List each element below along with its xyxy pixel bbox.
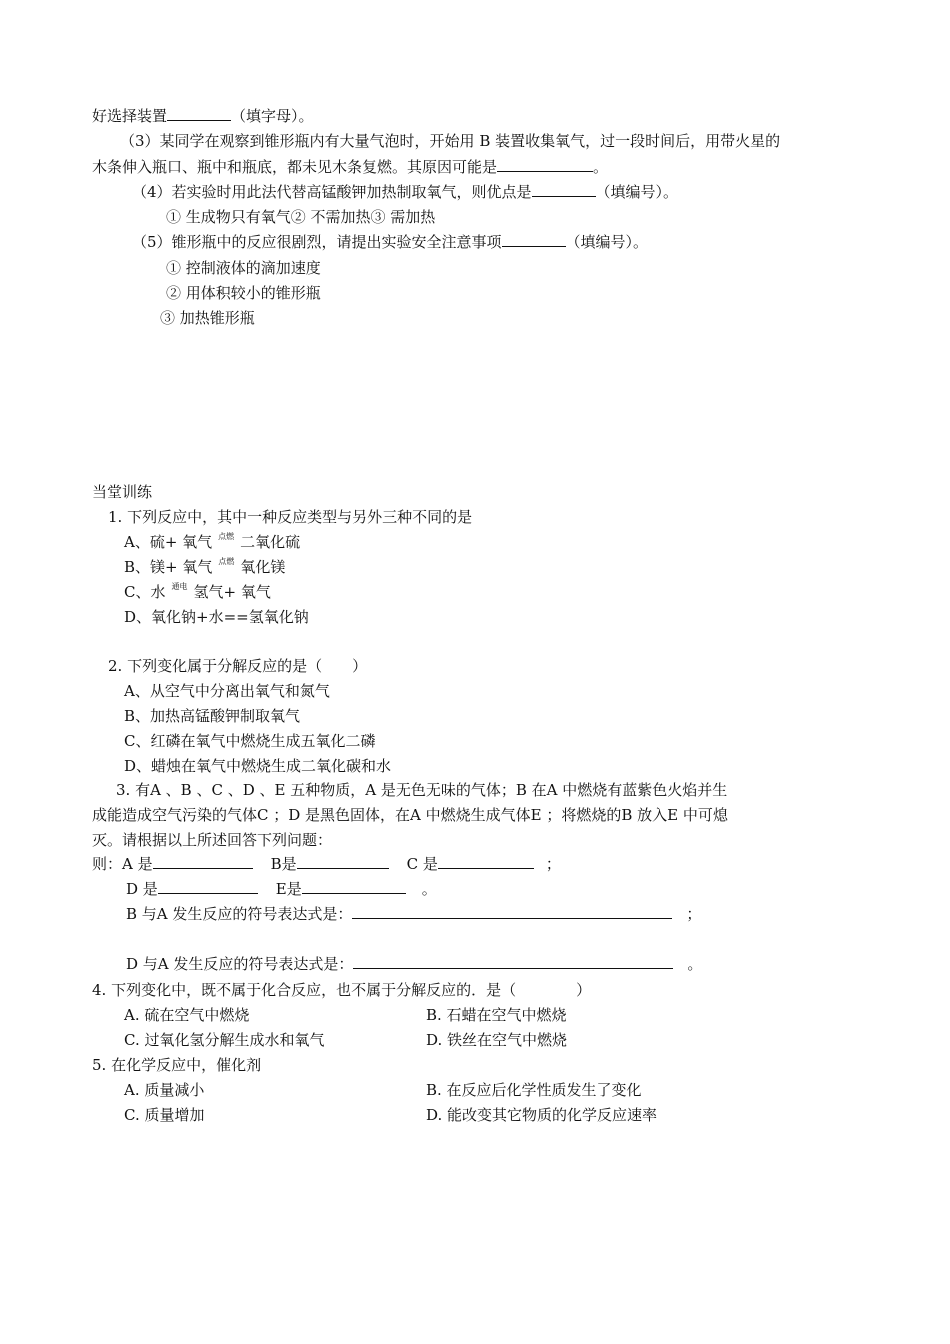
q4-option-a: A. 硫在空气中燃烧 (124, 1006, 250, 1024)
answer-a-blank[interactable] (153, 854, 253, 869)
q3-stem-line2: 成能造成空气污染的气体C ；D 是黑色固体，在A 中燃烧生成气体E ；将燃烧的B 放入E 中可熄 (92, 806, 728, 824)
answer-blank[interactable] (502, 232, 566, 247)
answer-e-blank[interactable] (302, 879, 406, 894)
q5-option-1: ① 控制液体的滴加速度 (166, 259, 321, 277)
q5-option-a: A. 质量减小 (124, 1081, 205, 1099)
answer-da-blank[interactable] (353, 954, 673, 969)
line-select-device: 好选择装置 （填字母）。 (92, 107, 314, 125)
q5-option-b: B. 在反应后化学性质发生了变化 (426, 1081, 642, 1099)
q2-option-a: A、从空气中分离出氧气和氮气 (124, 682, 330, 700)
answer-b-blank[interactable] (297, 854, 389, 869)
q5-line: （5）锥形瓶中的反应很剧烈，请提出实验安全注意事项 （填编号）。 (132, 233, 649, 251)
q1-stem: 1. 下列反应中，其中一种反应类型与另外三种不同的是 (108, 508, 473, 526)
answer-ba-blank[interactable] (352, 904, 672, 919)
q2-option-b: B、加热高锰酸钾制取氧气 (124, 707, 301, 725)
answer-blank[interactable] (532, 182, 596, 197)
q3-answer-row-3: B 与A 发生反应的符号表达式是： ； (126, 905, 702, 923)
answer-c-blank[interactable] (438, 854, 534, 869)
q4-option-b: B. 石蜡在空气中燃烧 (426, 1006, 567, 1024)
answer-d-blank[interactable] (158, 879, 258, 894)
q3-stem-line1: 3. 有A 、B 、C 、D 、E 五种物质，A 是无色无味的气体；B 在A 中燃烧有蓝紫色火焰并生 (116, 781, 728, 799)
q1-option-d: D、氧化钠+水==氢氧化钠 (124, 608, 309, 626)
q3-line1: （3）某同学在观察到锥形瓶内有大量气泡时，开始用 B 装置收集氧气，过一段时间后，用带火星的 (120, 132, 781, 150)
q4-option-c: C. 过氧化氢分解生成水和氧气 (124, 1031, 325, 1049)
q1-option-a: A、硫+ 氧气 $^{点燃}$ 二氧化硫 (124, 532, 301, 551)
q3-stem-line3: 灭。请根据以上所述回答下列问题： (92, 831, 333, 849)
q1-option-c: C、水 $^{通电}$ 氢气+ 氧气 (124, 582, 271, 601)
q3-line2: 木条伸入瓶口、瓶中和瓶底，都未见木条复燃。其原因可能是 。 (92, 158, 609, 176)
q4-line: （4）若实验时用此法代替高锰酸钾加热制取氧气，则优点是 （填编号）。 (132, 183, 679, 201)
q2-stem: 2. 下列变化属于分解反应的是（ ） (108, 657, 368, 675)
q2-option-d: D、蜡烛在氧气中燃烧生成二氧化碳和水 (124, 757, 392, 775)
q5-option-c: C. 质量增加 (124, 1106, 205, 1124)
q5-option-d: D. 能改变其它物质的化学反应速率 (426, 1106, 658, 1124)
q4-option-d: D. 铁丝在空气中燃烧 (426, 1031, 568, 1049)
q1-option-b: B、镁+ 氧气 $^{点燃}$ 氧化镁 (124, 557, 286, 576)
answer-blank[interactable] (497, 157, 593, 172)
q4-stem: 4. 下列变化中，既不属于化合反应，也不属于分解反应的．是（ ） (92, 981, 592, 999)
q2-option-c: C、红磷在氧气中燃烧生成五氧化二磷 (124, 732, 376, 750)
q5-stem: 5. 在化学反应中，催化剂 (92, 1056, 262, 1074)
q3-answer-row-1: 则：A 是 B是 C 是 ； (92, 855, 561, 873)
q3-answer-row-4: D 与A 发生反应的符号表达式是： 。 (126, 955, 703, 973)
q3-answer-row-2: D 是 E是 。 (126, 880, 437, 898)
q5-option-2: ② 用体积较小的锥形瓶 (166, 284, 321, 302)
section-heading: 当堂训练 (92, 483, 153, 501)
answer-blank[interactable] (167, 106, 231, 121)
q5-option-3: ③ 加热锥形瓶 (160, 309, 255, 327)
q4-options: ① 生成物只有氧气② 不需加热③ 需加热 (166, 208, 436, 226)
